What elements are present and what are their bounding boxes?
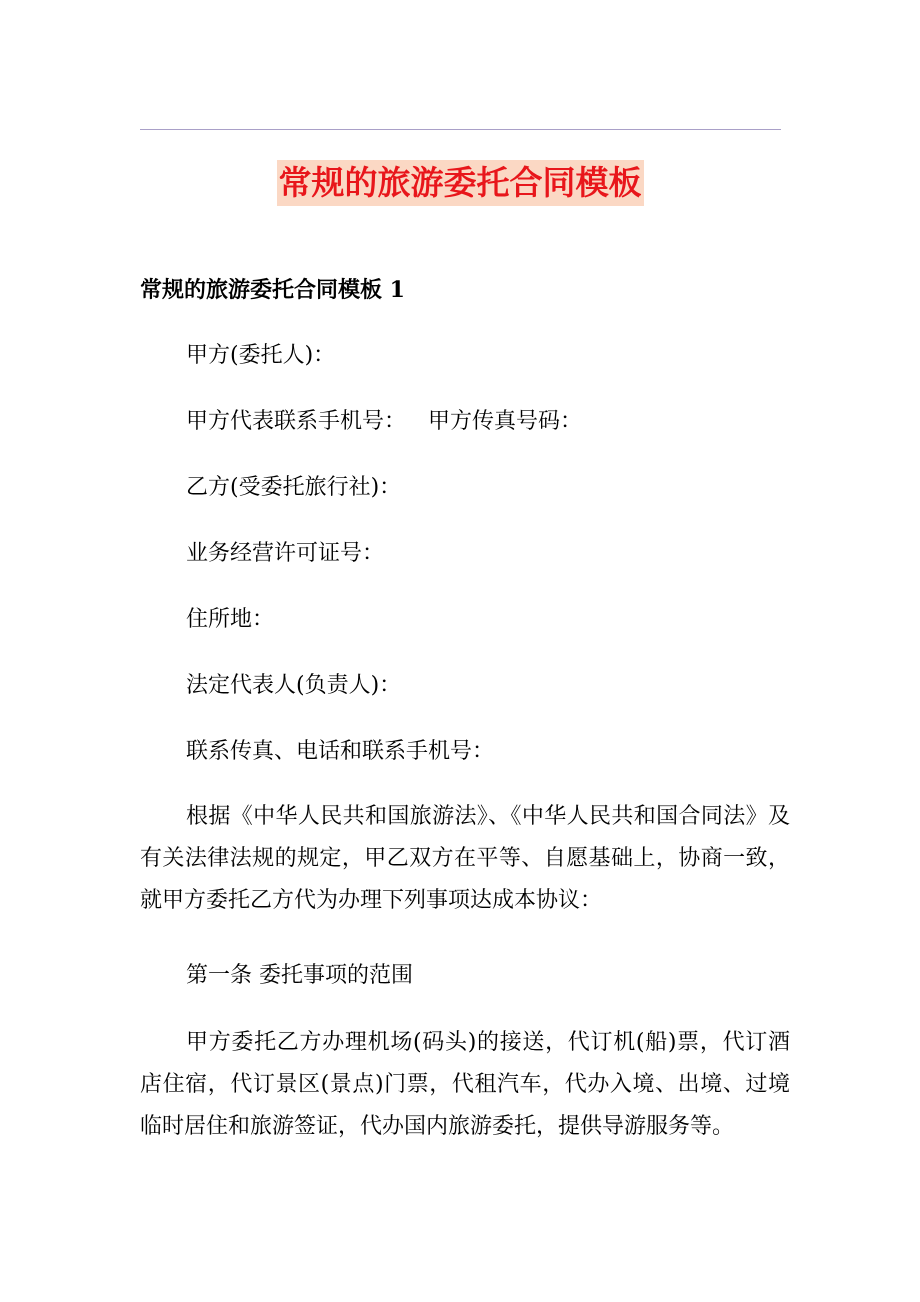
section-heading: 常规的旅游委托合同模板 1 xyxy=(140,277,405,303)
header-rule xyxy=(140,129,781,130)
preamble-paragraph: 根据《中华人民共和国旅游法》、《中华人民共和国合同法》及有关法律法规的规定，甲乙双方在平等、自愿基础上，协商一致，就甲方委托乙方代为办理下列事项达成本协议： xyxy=(140,804,790,913)
party-b-line: 乙方(受委托旅行社)： xyxy=(186,475,402,500)
party-a-contact-label: 甲方代表联系手机号： xyxy=(186,409,407,434)
article-1-heading: 第一条 委托事项的范围 xyxy=(186,963,413,988)
document-title: 常规的旅游委托合同模板 xyxy=(277,160,644,206)
contact-info-line: 联系传真、电话和联系手机号： xyxy=(186,739,495,764)
party-a-fax-label: 甲方传真号码： xyxy=(428,409,583,434)
address-line: 住所地： xyxy=(186,607,275,632)
title-container xyxy=(0,160,920,206)
legal-rep-line: 法定代表人(负责人)： xyxy=(186,673,402,698)
license-line: 业务经营许可证号： xyxy=(186,541,385,566)
article-1-paragraph: 甲方委托乙方办理机场(码头)的接送，代订机(船)票，代订酒店住宿，代订景区(景点)门票，代租汽车，代办入境、出境、过境临时居住和旅游签证，代办国内旅游委托，提供导游服务等。 xyxy=(140,1030,790,1139)
party-a-line: 甲方(委托人)： xyxy=(186,343,336,368)
party-a-contact-line xyxy=(140,402,790,442)
